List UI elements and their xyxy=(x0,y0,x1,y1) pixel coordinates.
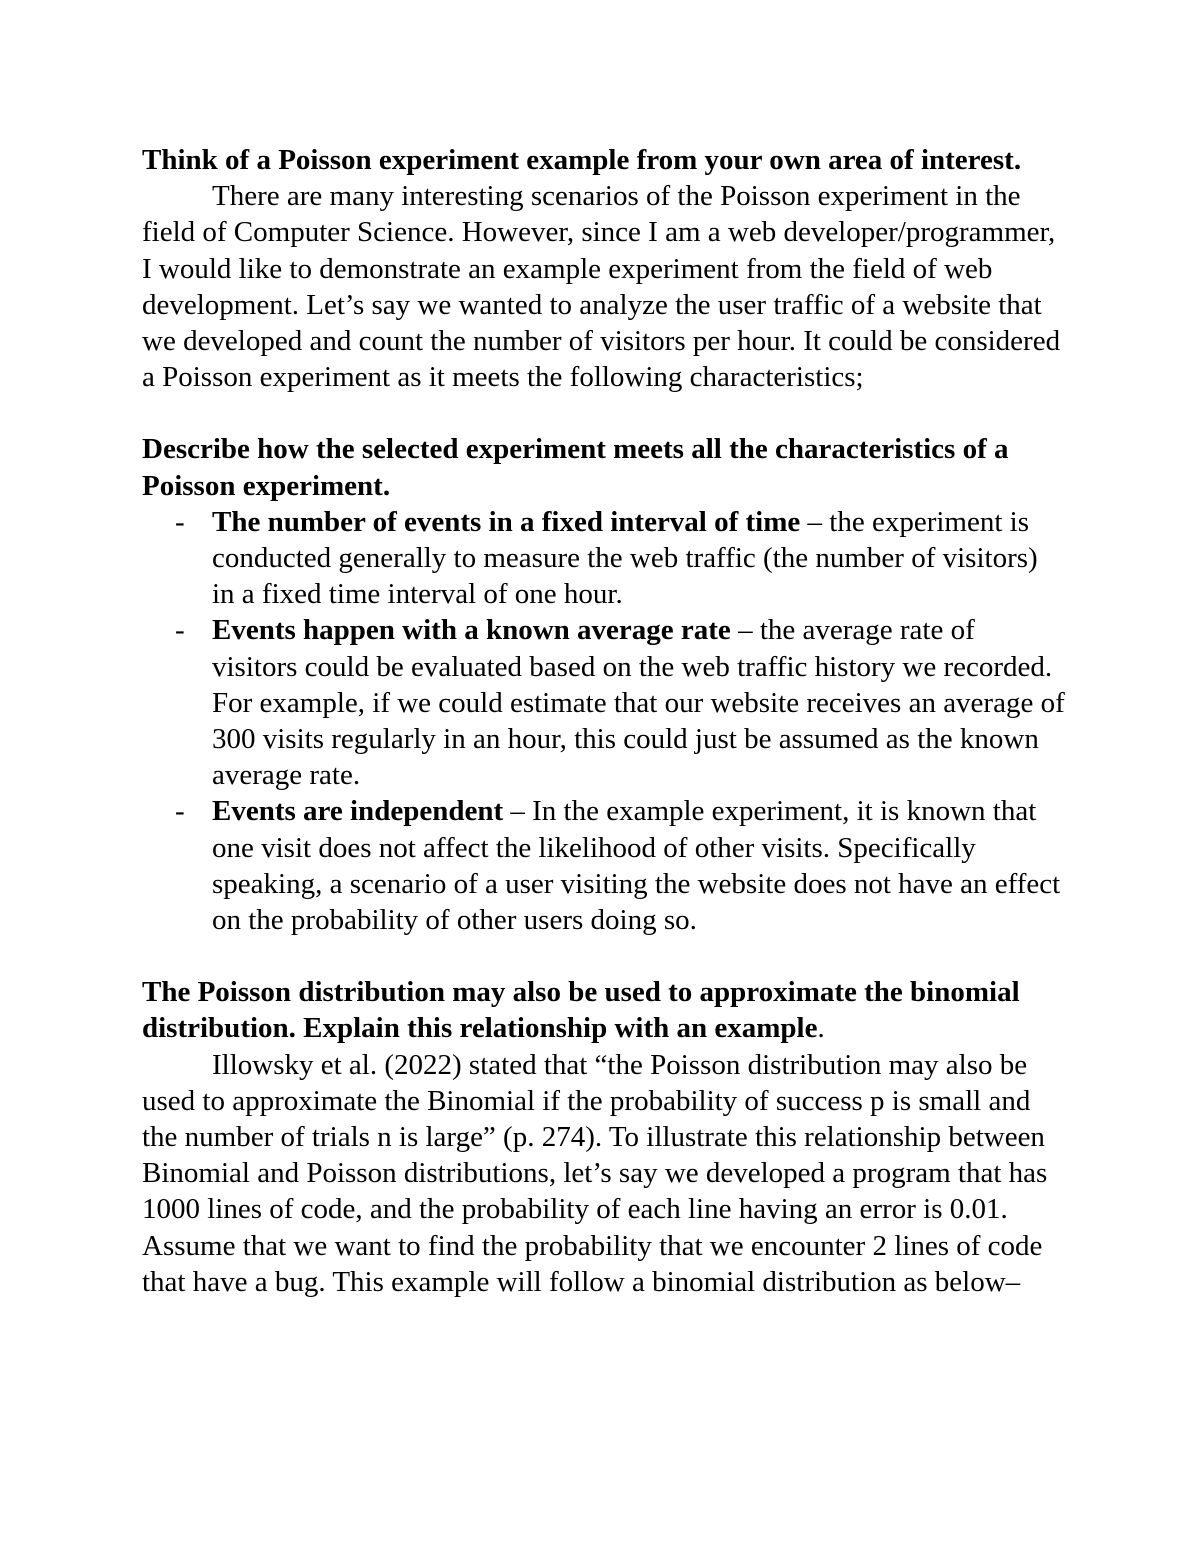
characteristics-list xyxy=(142,504,1067,938)
bullet-text: – the average rate of visitors could be evaluated based on the web traffic history we recorded. For example, if we could estimate that our website receives an average of 300 visits regularly in an hour, this could just be assumed as the known average rate. xyxy=(212,614,1065,792)
paragraph-web-traffic-example: There are many interesting scenarios of the Poisson experiment in the field of Computer Science. However, since I am a web developer/programmer, I would like to demonstrate an example experiment from the field of web development. Let’s say we wanted to analyze the user traffic of a website that we developed and count the number of visitors per hour. It could be considered a Poisson experiment as it meets the following characteristics; xyxy=(142,180,1061,394)
list-item xyxy=(142,793,1067,938)
heading-period: . xyxy=(817,1012,825,1045)
bullet-term: Events happen with a known average rate xyxy=(212,614,731,647)
heading-text: The Poisson distribution may also be used to approximate the binomial distribution. Explain this relationship with an example xyxy=(142,976,1020,1045)
paragraph-binomial-example: Illowsky et al. (2022) stated that “the Poisson distribution may also be used to approximate the Binomial if the probability of success p is small and the number of trials n is large” (p. 274). To illustrate this relationship between Binomial and Poisson distributions, let’s say we developed a program that has 1000 lines of code, and the probability of each line having an error is 0.01. Assume that we want to find the probability that we encounter 2 lines of code that have a bug. This example will follow a binomial distribution as below– xyxy=(142,1048,1048,1298)
section-heading-poisson-example: Think of a Poisson experiment example from your own area of interest. xyxy=(142,144,1022,176)
paragraph-spacer xyxy=(142,938,1067,974)
document-page xyxy=(142,142,1067,1300)
bullet-text: – the experiment is conducted generally to measure the web traffic (the number of visitors) in a fixed time interval of one hour. xyxy=(212,505,1038,611)
list-item xyxy=(142,504,1067,613)
section-heading-binomial-approximation xyxy=(142,974,1067,1046)
bullet-term: The number of events in a fixed interval of time xyxy=(212,505,801,538)
paragraph-spacer xyxy=(142,395,1067,431)
bullet-dash: - xyxy=(175,795,185,828)
bullet-text: – In the example experiment, it is known that one visit does not affect the likelihood of other visits. Specifically speaking, a scenario of a user visiting the website does not have an effect on the probability of other users doing so. xyxy=(212,795,1061,937)
list-item xyxy=(142,612,1067,793)
bullet-term: Events are independent xyxy=(212,795,504,828)
section-heading-characteristics: Describe how the selected experiment meets all the characteristics of a Poisson experiment. xyxy=(142,433,1009,502)
bullet-dash: - xyxy=(175,505,185,538)
bullet-dash: - xyxy=(175,614,185,647)
